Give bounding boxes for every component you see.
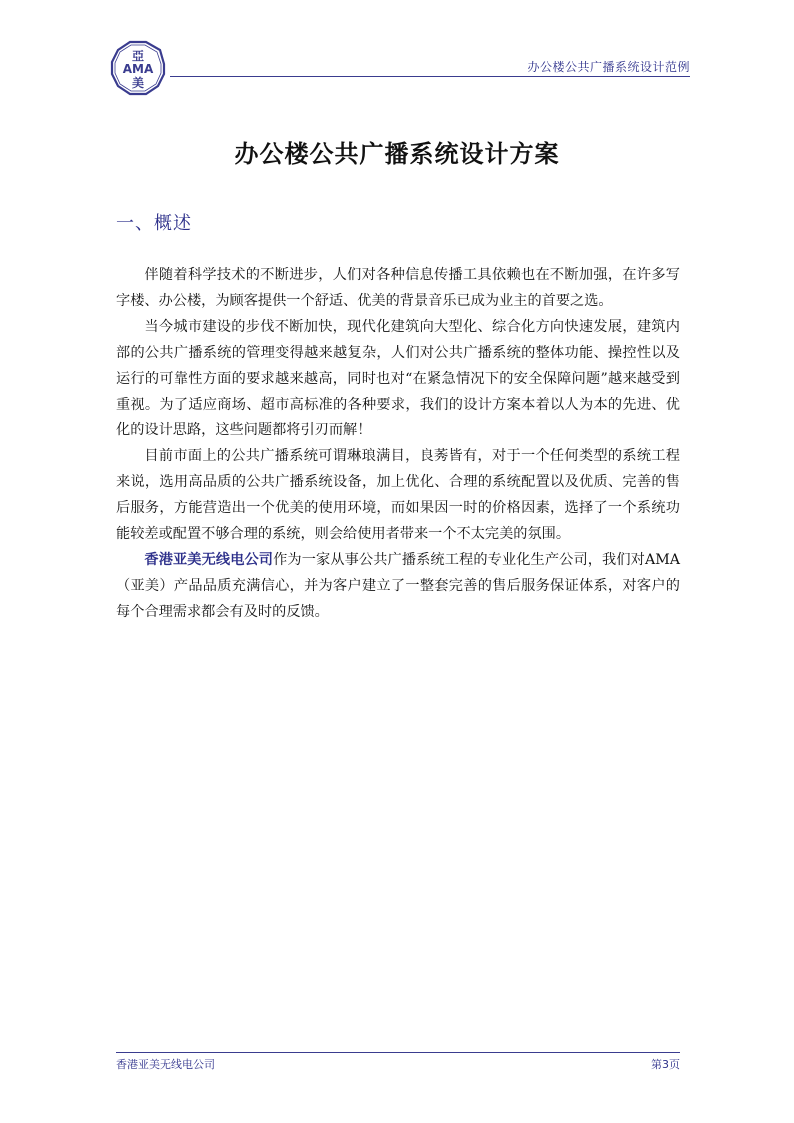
paragraph-4 [116,548,680,626]
logo-middle-text: AMA [122,62,154,76]
paragraph-1: 伴随着科学技术的不断进步，人们对各种信息传播工具依赖也在不断加强，在许多写字楼、办公楼，为顾客提供一个舒适、优美的背景音乐已成为业主的首要之选。 [116,267,680,309]
logo-top-glyph: 亞 [131,49,145,63]
page-header [110,40,690,96]
paragraph-2: 当今城市建设的步伐不断加快，现代化建筑向大型化、综合化方向快速发展，建筑内部的公共广播系统的管理变得越来越复杂，人们对公共广播系统的整体功能、操控性以及运行的可靠性方面的要求越来越高，同时也对“在紧急情况下的安全保障问题”越来越受到重视。为了适应商场、超市高标准的各种要求，我们的设计方案本着以人为本的先进、优化的设计思路，这些问题都将引刃而解！ [116,318,680,439]
document-body [116,263,680,626]
header-title: 办公楼公共广播系统设计范例 [527,60,690,74]
footer-page-number: 第3页 [651,1058,680,1071]
section-heading: 一、概述 [116,213,192,234]
company-name-highlight: 香港亚美无线电公司 [144,551,274,568]
document-title: 办公楼公共广播系统设计方案 [234,140,560,168]
ama-logo-icon [110,40,166,96]
paragraph-4-text: 作为一家从事公共广播系统工程的专业化生产公司，我们对AMA（亚美）产品品质充满信心，并为客户建立了一整套完善的售后服务保证体系，对客户的每个合理需求都会有及时的反馈。 [116,551,680,620]
footer-divider [116,1052,680,1053]
footer-company: 香港亚美无线电公司 [116,1058,215,1071]
header-divider [170,76,690,77]
paragraph-3: 目前市面上的公共广播系统可谓琳琅满目，良莠皆有，对于一个任何类型的系统工程来说，选用高品质的公共广播系统设备，加上优化、合理的系统配置以及优质、完善的售后服务，方能营造出一个优美的使用环境，而如果因一时的价格因素，选择了一个系统功能较差或配置不够合理的系统，则会给使用者带来一个不太完美的氛围。 [116,448,680,543]
logo-bottom-glyph: 美 [131,76,145,90]
